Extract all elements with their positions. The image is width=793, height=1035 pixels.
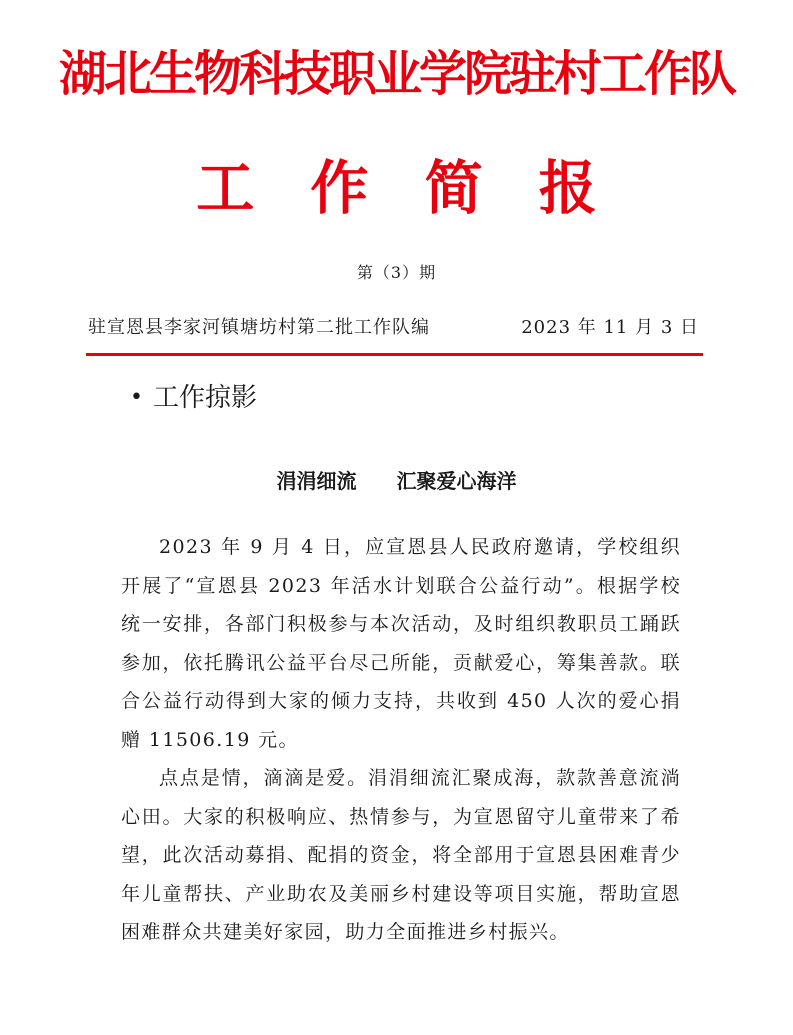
masthead-title: 湖北生物科技职业学院驻村工作队 — [58, 46, 734, 102]
masthead-subtitle: 工 作 简 报 — [196, 154, 615, 222]
section-heading-label: 工作掠影 — [152, 383, 257, 413]
editor-line: 驻宣恩县李家河镇塘坊村第二批工作队编 — [88, 317, 430, 338]
red-divider-rule — [86, 353, 703, 356]
issue-number: 第（3）期 — [356, 263, 437, 282]
article-paragraph-1: 2023 年 9 月 4 日，应宣恩县人民政府邀请，学校组织开展了“宣恩县 2023 年活水计划联合公益行动”。根据学校统一安排，各部门积极参与本次活动，及时组织教职员工踊跃参加，依托腾讯公益平台尽己所能，贡献爱心，筹集善款。联合公益行动得到大家的倾力支持，共收到 450 人次的爱心捐赠 11506.19 元。 — [121, 536, 681, 751]
article-title — [0, 466, 793, 496]
article-body — [121, 528, 681, 952]
section-heading — [130, 380, 257, 416]
article-title-right: 汇聚爱心海洋 — [396, 469, 517, 493]
issue-date: 2023 年 11 月 3 日 — [521, 317, 699, 338]
article-paragraph-2: 点点是情，滴滴是爱。涓涓细流汇聚成海，款款善意流淌心田。大家的积极响应、热情参与，为宣恩留守儿童带来了希望，此次活动募捐、配捐的资金，将全部用于宣恩县困难青少年儿童帮扶、产业助农及美丽乡村建设等项目实施，帮助宣恩困难群众共建美好家园，助力全面推进乡村振兴。 — [121, 767, 681, 943]
bullet-icon: • — [130, 385, 143, 410]
article-title-left: 涓涓细流 — [276, 469, 357, 493]
